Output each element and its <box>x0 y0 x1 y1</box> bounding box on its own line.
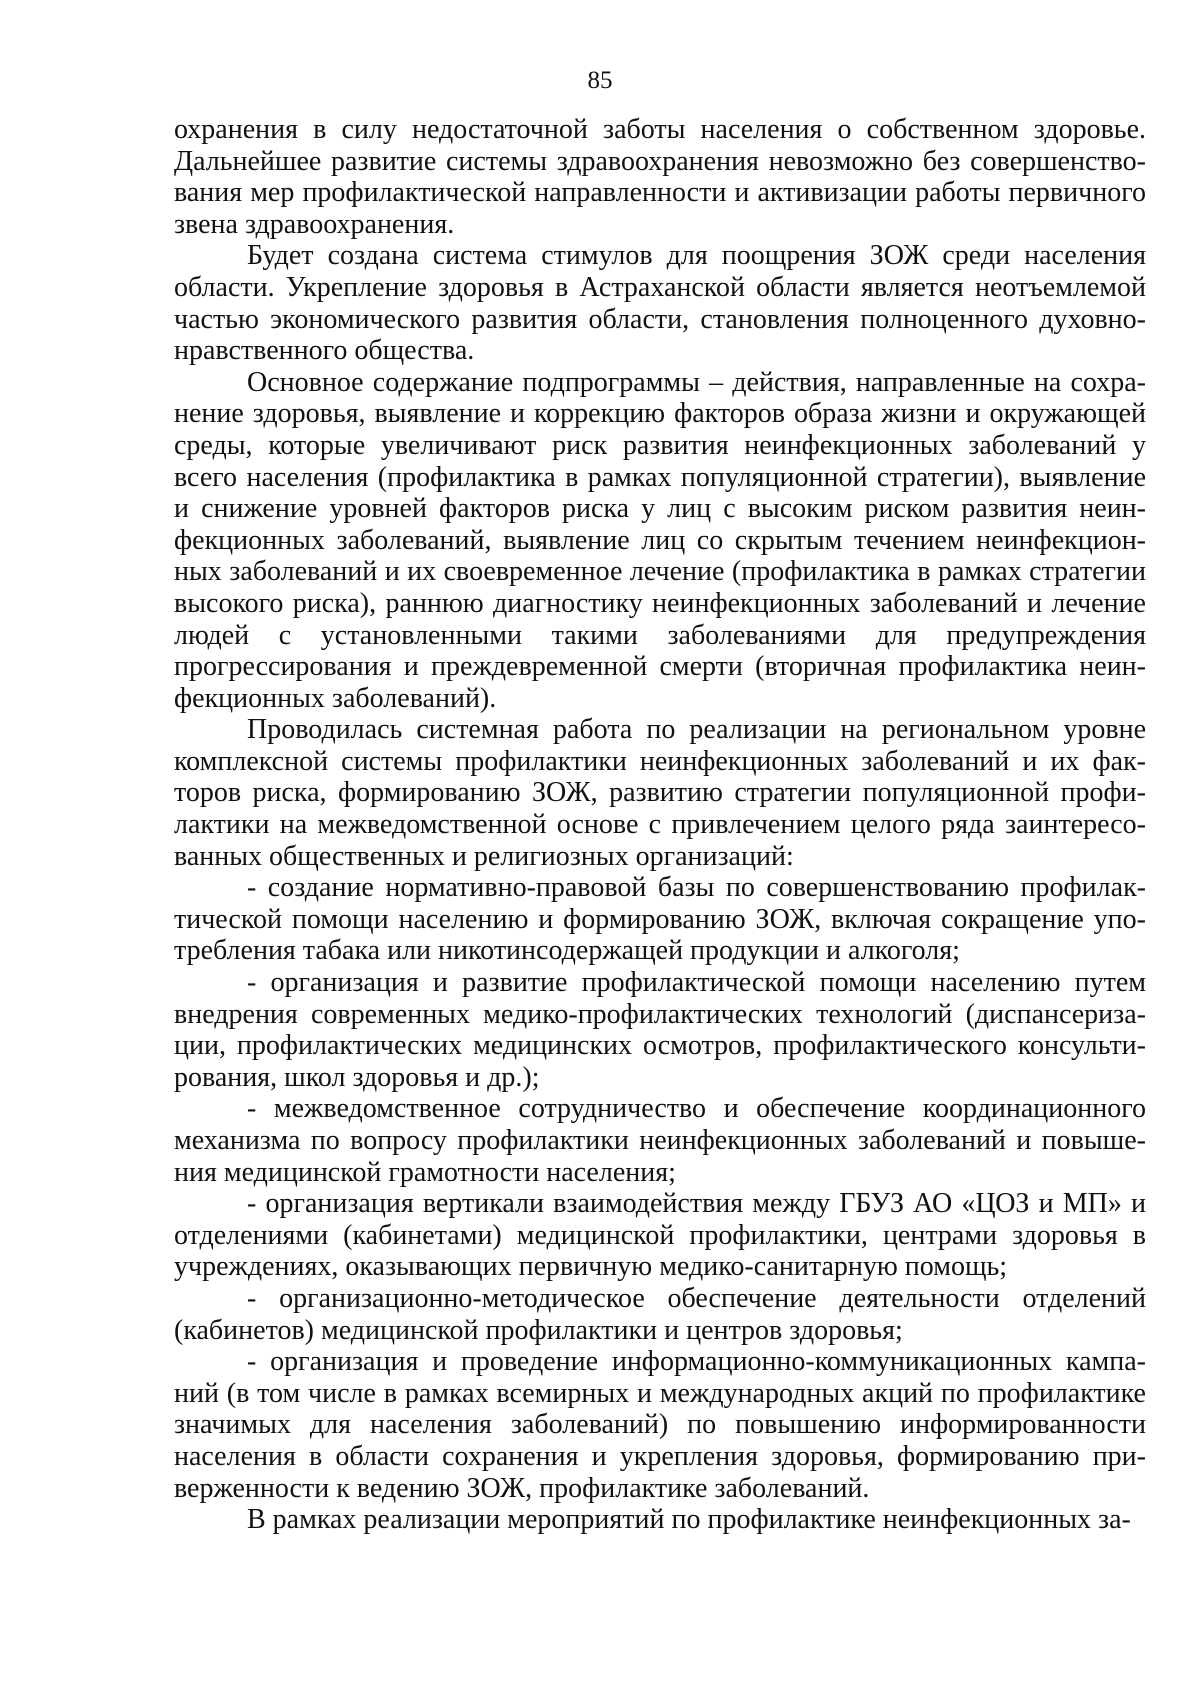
document-body <box>174 114 1146 1536</box>
paragraph-final-fragment: В рамках реализации мероприятий по профилактике неинфекционных за- <box>247 1504 1131 1536</box>
paragraph-systemic-work: Проводилась системная работа по реализации на региональном уровне комплексной системы профилактики неинфекционных заболеваний и их факторов риска, формированию ЗОЖ, развитию стратегии популяционной профилактики на межведомственной основе с привлечением целого ряда заинтересованных общественных и религиозных организаций: <box>174 714 1146 872</box>
list-item-interagency-cooperation: - межведомственное сотрудничество и обеспечение координационного механизма по вопросу профилактики неинфекционных заболеваний и повышения медицинской грамотности населения; <box>174 1093 1146 1188</box>
list-item-info-campaigns: - организация и проведение информационно-коммуникационных кампаний (в том числе в рамках всемирных и международных акций по профилактике значимых для населения заболеваний) по повышению информированности населения в области сохранения и укрепления здоровья, формированию приверженности к ведению ЗОЖ, профилактике заболеваний. <box>174 1346 1146 1504</box>
paragraph-subprogram-content: Основное содержание подпрограммы – действия, направленные на сохранение здоровья, выявление и коррекцию факторов образа жизни и окружающей среды, которые увеличивают риск развития неинфекционных заболеваний у всего населения (профилактика в рамках популяционной стратегии), выявление и снижение уровней факторов риска у лиц с высоким риском развития неинфекционных заболеваний, выявление лиц со скрытым течением неинфекционных заболеваний и их своевременное лечение (профилактика в рамках стратегии высокого риска), раннюю диагностику неинфекционных заболеваний и лечение людей с установленными такими заболеваниями для предупреждения прогрессирования и преждевременной смерти (вторичная профилактика неинфекционных заболеваний). <box>174 366 1146 714</box>
page-number: 85 <box>587 67 613 94</box>
list-item-prevention-help: - организация и развитие профилактической помощи населению путем внедрения современных медико-профилактических технологий (диспансеризации, профилактических медицинских осмотров, профилактического консультирования, школ здоровья и др.); <box>174 967 1146 1093</box>
list-item-methodological-support: - организационно-методическое обеспечение деятельности отделений (кабинетов) медицинской профилактики и центров здоровья; <box>174 1282 1146 1346</box>
paragraph-zozh-incentives: Будет создана система стимулов для поощрения ЗОЖ среди населения области. Укрепление здоровья в Астраханской области является неотъемлемой частью экономического развития области, становления полноценного духовно-нравственного общества. <box>174 240 1146 367</box>
list-item-legal-base: - создание нормативно-правовой базы по совершенствованию профилактической помощи населению и формированию ЗОЖ, включая сокращение употребления табака или никотинсодержащей продукции и алкоголя; <box>174 872 1146 967</box>
paragraph-continuation: охранения в силу недостаточной заботы населения о собственном здоровье. Дальнейшее развитие системы здравоохранения невозможно без совершенствования мер профилактической направленности и активизации работы первичного звена здравоохранения. <box>174 114 1146 240</box>
list-item-vertical-interaction: - организация вертикали взаимодействия между ГБУЗ АО «ЦОЗ и МП» и отделениями (кабинетами) медицинской профилактики, центрами здоровья в учреждениях, оказывающих первичную медико-санитарную помощь; <box>174 1188 1146 1283</box>
